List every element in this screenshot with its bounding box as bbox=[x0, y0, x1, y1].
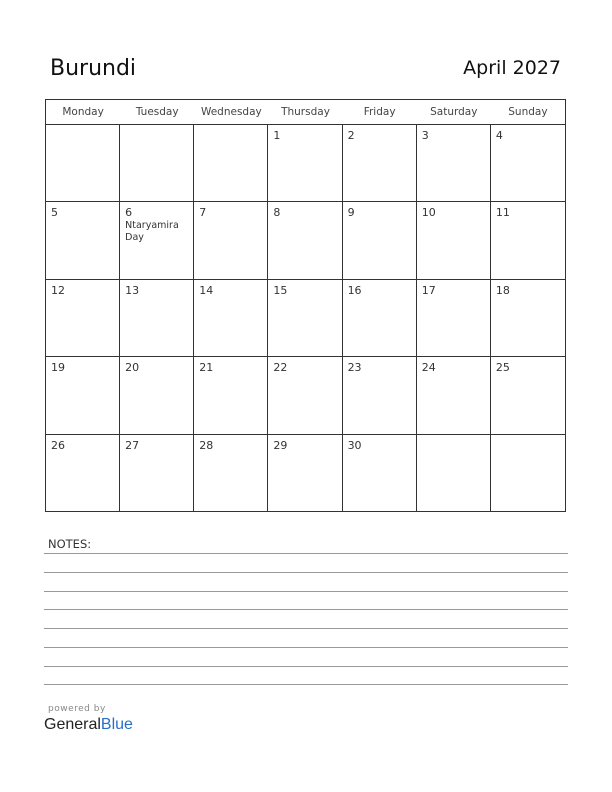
day-number: 1 bbox=[273, 129, 281, 142]
holiday-label: Ntaryamira Day bbox=[125, 220, 179, 244]
day-cell bbox=[194, 357, 268, 434]
day-cell bbox=[417, 125, 491, 202]
days-grid bbox=[46, 125, 565, 512]
day-number: 2 bbox=[347, 129, 355, 142]
day-number: 30 bbox=[347, 438, 362, 452]
notes-label: NOTES: bbox=[48, 537, 92, 551]
notes-line bbox=[44, 628, 568, 629]
weekday-header bbox=[46, 100, 565, 125]
day-number: 27 bbox=[125, 438, 140, 452]
notes-line bbox=[44, 572, 568, 573]
weekday-thursday: Thursday bbox=[281, 106, 330, 118]
notes-line bbox=[44, 553, 568, 554]
powered-by-text: powered by bbox=[48, 704, 106, 714]
brand-part-blue: Blue bbox=[100, 716, 133, 733]
day-number: 17 bbox=[421, 283, 436, 297]
day-cell bbox=[491, 357, 565, 434]
month-title: April 2027 bbox=[463, 57, 561, 79]
day-cell bbox=[268, 125, 342, 202]
weekday-friday: Friday bbox=[363, 106, 396, 118]
notes-line bbox=[44, 666, 568, 667]
day-number: 24 bbox=[421, 361, 436, 375]
brand-logo bbox=[44, 716, 133, 734]
day-number: 18 bbox=[495, 283, 510, 297]
day-number: 14 bbox=[199, 283, 214, 297]
day-cell bbox=[268, 435, 342, 512]
day-cell bbox=[268, 202, 342, 279]
day-cell bbox=[343, 435, 417, 512]
day-number: 21 bbox=[199, 361, 214, 375]
day-cell bbox=[343, 357, 417, 434]
calendar-grid bbox=[45, 99, 566, 512]
day-number: 26 bbox=[51, 438, 65, 452]
day-cell bbox=[491, 435, 565, 512]
day-number: 20 bbox=[125, 361, 140, 375]
notes-line bbox=[44, 591, 568, 592]
day-number: 10 bbox=[421, 206, 436, 220]
day-cell bbox=[194, 435, 268, 512]
notes-line bbox=[44, 647, 568, 648]
day-number: 22 bbox=[273, 361, 288, 375]
notes-line bbox=[44, 609, 568, 610]
day-number: 15 bbox=[273, 283, 288, 297]
day-cell bbox=[343, 125, 417, 202]
day-number: 5 bbox=[51, 206, 58, 220]
day-number: 12 bbox=[51, 283, 65, 297]
day-number: 9 bbox=[347, 206, 355, 220]
day-number: 8 bbox=[273, 206, 281, 220]
weekday-saturday: Saturday bbox=[430, 106, 478, 118]
day-cell bbox=[120, 280, 194, 357]
day-number: 28 bbox=[199, 438, 214, 452]
day-cell bbox=[343, 202, 417, 279]
day-cell bbox=[417, 357, 491, 434]
day-cell bbox=[46, 125, 120, 202]
weekday-sunday: Sunday bbox=[508, 106, 548, 118]
day-number: 25 bbox=[495, 361, 510, 375]
day-number: 11 bbox=[495, 206, 510, 220]
day-cell bbox=[120, 357, 194, 434]
weekday-wednesday: Wednesday bbox=[200, 106, 262, 118]
day-number: 7 bbox=[199, 206, 207, 220]
day-cell bbox=[268, 357, 342, 434]
day-cell bbox=[46, 202, 120, 279]
day-cell bbox=[120, 435, 194, 512]
day-number: 29 bbox=[273, 438, 288, 452]
day-cell bbox=[46, 357, 120, 434]
day-number: 19 bbox=[51, 361, 65, 375]
day-number: 3 bbox=[421, 129, 429, 142]
weekday-monday: Monday bbox=[62, 106, 104, 118]
day-cell bbox=[417, 202, 491, 279]
day-cell bbox=[491, 280, 565, 357]
day-cell bbox=[194, 125, 268, 202]
day-cell bbox=[194, 280, 268, 357]
notes-line bbox=[44, 684, 568, 685]
day-cell bbox=[491, 125, 565, 202]
day-cell bbox=[417, 280, 491, 357]
day-cell bbox=[268, 280, 342, 357]
day-number: 23 bbox=[347, 361, 362, 375]
country-title: Burundi bbox=[50, 56, 137, 81]
day-cell bbox=[46, 280, 120, 357]
day-number: 13 bbox=[125, 283, 140, 297]
day-cell bbox=[343, 280, 417, 357]
day-number: 4 bbox=[495, 129, 503, 142]
day-cell bbox=[120, 202, 194, 279]
day-cell bbox=[417, 435, 491, 512]
day-cell bbox=[120, 125, 194, 202]
day-number: 6 bbox=[125, 206, 133, 220]
day-cell bbox=[491, 202, 565, 279]
weekday-tuesday: Tuesday bbox=[135, 106, 179, 118]
day-number: 16 bbox=[347, 283, 362, 297]
brand-part-general: General bbox=[44, 716, 101, 733]
day-cell bbox=[46, 435, 120, 512]
day-cell bbox=[194, 202, 268, 279]
